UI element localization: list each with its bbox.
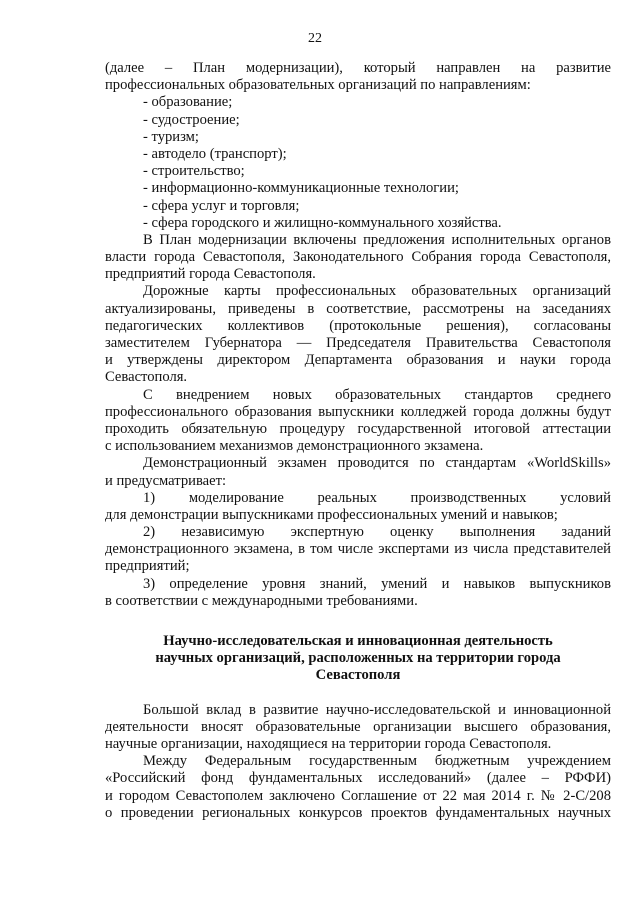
paragraph-modernization-plan [105,60,611,94]
heading-line: научных организаций, расположенных на территории города [155,650,561,667]
text-line: «Российский фонд фундаментальных исследований» (далее – РФФИ) [105,770,611,787]
directions-list [105,94,611,232]
text-line: о проведении региональных конкурсов проектов фундаментальных научных [105,804,611,821]
text-line: власти города Севастополя, Законодательного Собрания города Севастополя, [105,249,611,266]
text-line: профессиональных образовательных организаций по направлениям: [105,77,531,94]
text-line: и утверждены директором Департамента образования и науки города [105,352,611,369]
list-item: 1) моделирование реальных производственных условий [143,489,611,506]
page-number: 22 [308,31,322,46]
text-line: предприятий; [105,558,190,575]
list-item: 3) определение уровня знаний, умений и навыков выпускников [143,575,611,592]
text-line: демонстрационного экзамена, в том числе экспертами из числа представителей [105,541,611,558]
list-item: - строительство; [143,163,245,180]
text-line: заместителем Губернатора — Председателя Правительства Севастополя [105,335,611,351]
text-line: в соответствии с международными требованиями. [105,592,418,609]
list-item: - сфера услуг и торговля; [143,197,300,214]
text-line: педагогических коллективов (протокольные решения), согласованы [105,317,611,334]
text-line: Дорожные карты профессиональных образовательных организаций [143,283,611,300]
paragraph-roadmaps [105,283,611,386]
list-item: - судостроение; [143,111,240,128]
text-line: (далее – План модернизации), который направлен на развитие [105,60,611,76]
list-item: - сфера городского и жилищно-коммунального хозяйства. [143,214,502,231]
text-line: профессионального образования выпускники колледжей города должны будут [105,403,611,420]
text-line: С внедрением новых образовательных стандартов среднего [143,386,611,403]
text-line: В План модернизации включены предложения исполнительных органов [143,231,611,248]
paragraph-plan-proposals [105,232,611,284]
section-heading [105,633,611,685]
text-line: актуализированы, приведены в соответствие, рассмотрены на заседаниях [105,300,611,317]
text-line: Севастополя. [105,369,188,386]
text-line: с использованием механизмов демонстрационного экзамена. [105,438,484,455]
paragraph-rffi-agreement [105,753,611,822]
text-line: и предусматривает: [105,472,227,489]
text-line: и городом Севастополем заключено Соглашение от 22 мая 2014 г. № 2-С/208 [105,787,611,804]
text-line: Между Федеральным государственным бюджетным учреждением [143,753,611,770]
list-item: - образование; [143,94,233,111]
exam-items-list [105,490,611,610]
list-item: 2) независимую экспертную оценку выполнения заданий [143,524,611,541]
list-item: - автодело (транспорт); [143,145,287,162]
text-line: Демонстрационный экзамен проводится по стандартам «WorldSkills» [143,455,611,472]
text-line: деятельности вносят образовательные организации высшего образования, [105,718,611,735]
list-item: - туризм; [143,128,199,145]
paragraph-new-standards [105,387,611,456]
text-line: проходить обязательную процедуру государственной итоговой аттестации [105,420,611,437]
paragraph-research-contribution [105,702,611,754]
text-line: Большой вклад в развитие научно-исследовательской и инновационной [143,701,611,718]
heading-line: Севастополя [315,667,401,684]
text-line: научные организации, находящиеся на территории города Севастополя. [105,735,552,752]
paragraph-demo-exam [105,455,611,489]
document-body [105,60,611,822]
text-line: предприятий города Севастополя. [105,266,316,283]
heading-line: Научно-исследовательская и инновационная деятельность [163,633,553,649]
list-item: - информационно-коммуникационные технологии; [143,180,459,197]
text-line: для демонстрации выпускниками профессиональных умений и навыков; [105,506,558,523]
